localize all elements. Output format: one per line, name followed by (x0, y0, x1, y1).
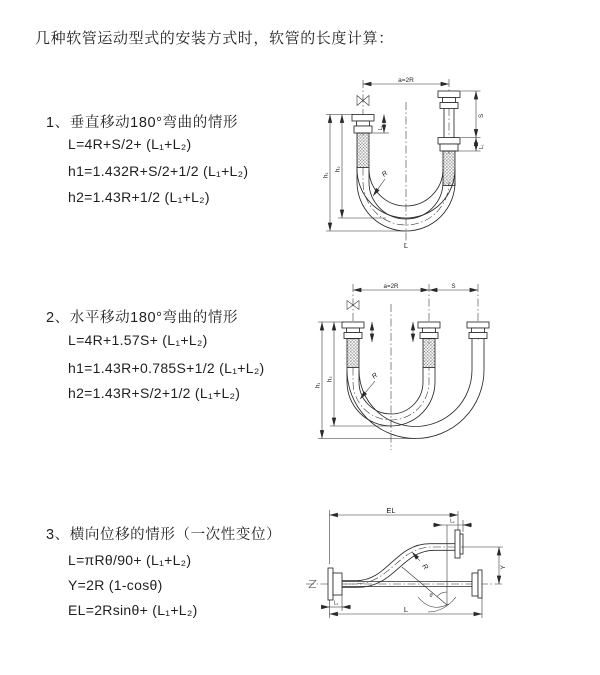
left-flange (328, 568, 342, 600)
dim-label-y: Y (500, 565, 507, 570)
el-dimension (330, 506, 459, 564)
braid-section (423, 339, 435, 368)
dim-label-s: S (478, 113, 485, 118)
right-fitting (438, 91, 460, 186)
left-fitting (352, 115, 374, 168)
hose-loops (347, 339, 484, 439)
dim-label-h2: h₂ (335, 166, 342, 172)
dim-label-h1: h₁ (315, 382, 322, 388)
dim-label-l1-top: L₁ (450, 518, 455, 525)
diagram-lateral-displacement (296, 500, 596, 660)
dim-label-r: R (420, 563, 429, 572)
dim-label-a2r: a=2R (398, 76, 414, 84)
dim-label-h1: h₁ (323, 172, 330, 178)
section-1-formula-l: L=4R+S/2+ (L₁+L₂) (68, 136, 192, 152)
section-2-formula-l: L=4R+1.57S+ (L₁+L₂) (68, 332, 208, 348)
braid-section (347, 339, 359, 368)
dim-label-s: S (451, 282, 456, 290)
diagram-1-drawing (306, 74, 588, 256)
dim-label-l1-left: L₁ (378, 125, 384, 130)
section-3-heading: 3、横向位移的情形（一次性变位） (46, 527, 282, 543)
section-1-formula-h1: h1=1.432R+S/2+1/2 (L₁+L₂) (68, 163, 249, 179)
diagram-3-drawing (296, 500, 596, 660)
diagram-vertical-180-bend (306, 74, 588, 256)
dim-label-l1-right: L₁ (479, 144, 485, 149)
l1-dimension-top (433, 519, 472, 533)
right-flange (478, 570, 482, 598)
braid-section (443, 151, 455, 186)
right-fitting (467, 322, 489, 339)
height-dimensions (316, 322, 417, 439)
section-1-formula-h2: h2=1.43R+1/2 (L₁+L₂) (68, 189, 210, 205)
dim-label-l: L (403, 605, 409, 614)
small-dimensions (372, 322, 413, 342)
dim-label-r: R (380, 169, 390, 179)
dim-label-r: R (370, 371, 380, 381)
diagram-horizontal-180-bend (306, 278, 588, 466)
dim-label-h2: h₂ (327, 376, 334, 382)
upper-flange (455, 530, 463, 558)
section-3-formula-el: EL=2Rsinθ+ (L₁+L₂) (68, 602, 198, 618)
l1-dimension-bottom (321, 594, 351, 611)
dim-label-el: EL (386, 506, 396, 515)
l1-dimension-left (373, 115, 389, 134)
radius-callout (360, 372, 379, 399)
radius-callout (373, 170, 389, 196)
section-3-formula-y: Y=2R (1-cosθ) (68, 577, 163, 593)
dim-label-l1-bottom: L₁ (333, 600, 339, 607)
top-dimensions (353, 283, 478, 290)
section-3-formula-l: L=πRθ/90+ (L₁+L₂) (68, 552, 192, 568)
left-fitting (342, 322, 364, 368)
l-dimension-bottom (330, 598, 483, 618)
section-1-heading: 1、垂直移动180°弯曲的情形 (46, 115, 239, 131)
section-2-formula-h2: h2=1.43R+S/2+1/2 (L₁+L₂) (68, 385, 241, 401)
top-dimension-a2r (363, 77, 449, 84)
radius-callout (412, 552, 429, 571)
centerlines (353, 284, 478, 450)
y-dimension (461, 547, 507, 584)
dim-label-l: L (403, 241, 409, 250)
diagram-2-drawing (306, 278, 588, 466)
section-2-formula-h1: h1=1.43R+0.785S+1/2 (L₁+L₂) (68, 360, 265, 376)
s-curve-hose (342, 544, 455, 588)
middle-fitting (418, 322, 440, 368)
angle-construction (402, 525, 456, 612)
braid-section (357, 133, 369, 168)
dim-label-theta: θ (429, 593, 433, 599)
section-2-heading: 2、水平移动180°弯曲的情形 (46, 310, 239, 326)
page-title: 几种软管运动型式的安装方式时，软管的长度计算： (35, 30, 394, 47)
dim-label-a2r: a=2R (383, 282, 399, 290)
